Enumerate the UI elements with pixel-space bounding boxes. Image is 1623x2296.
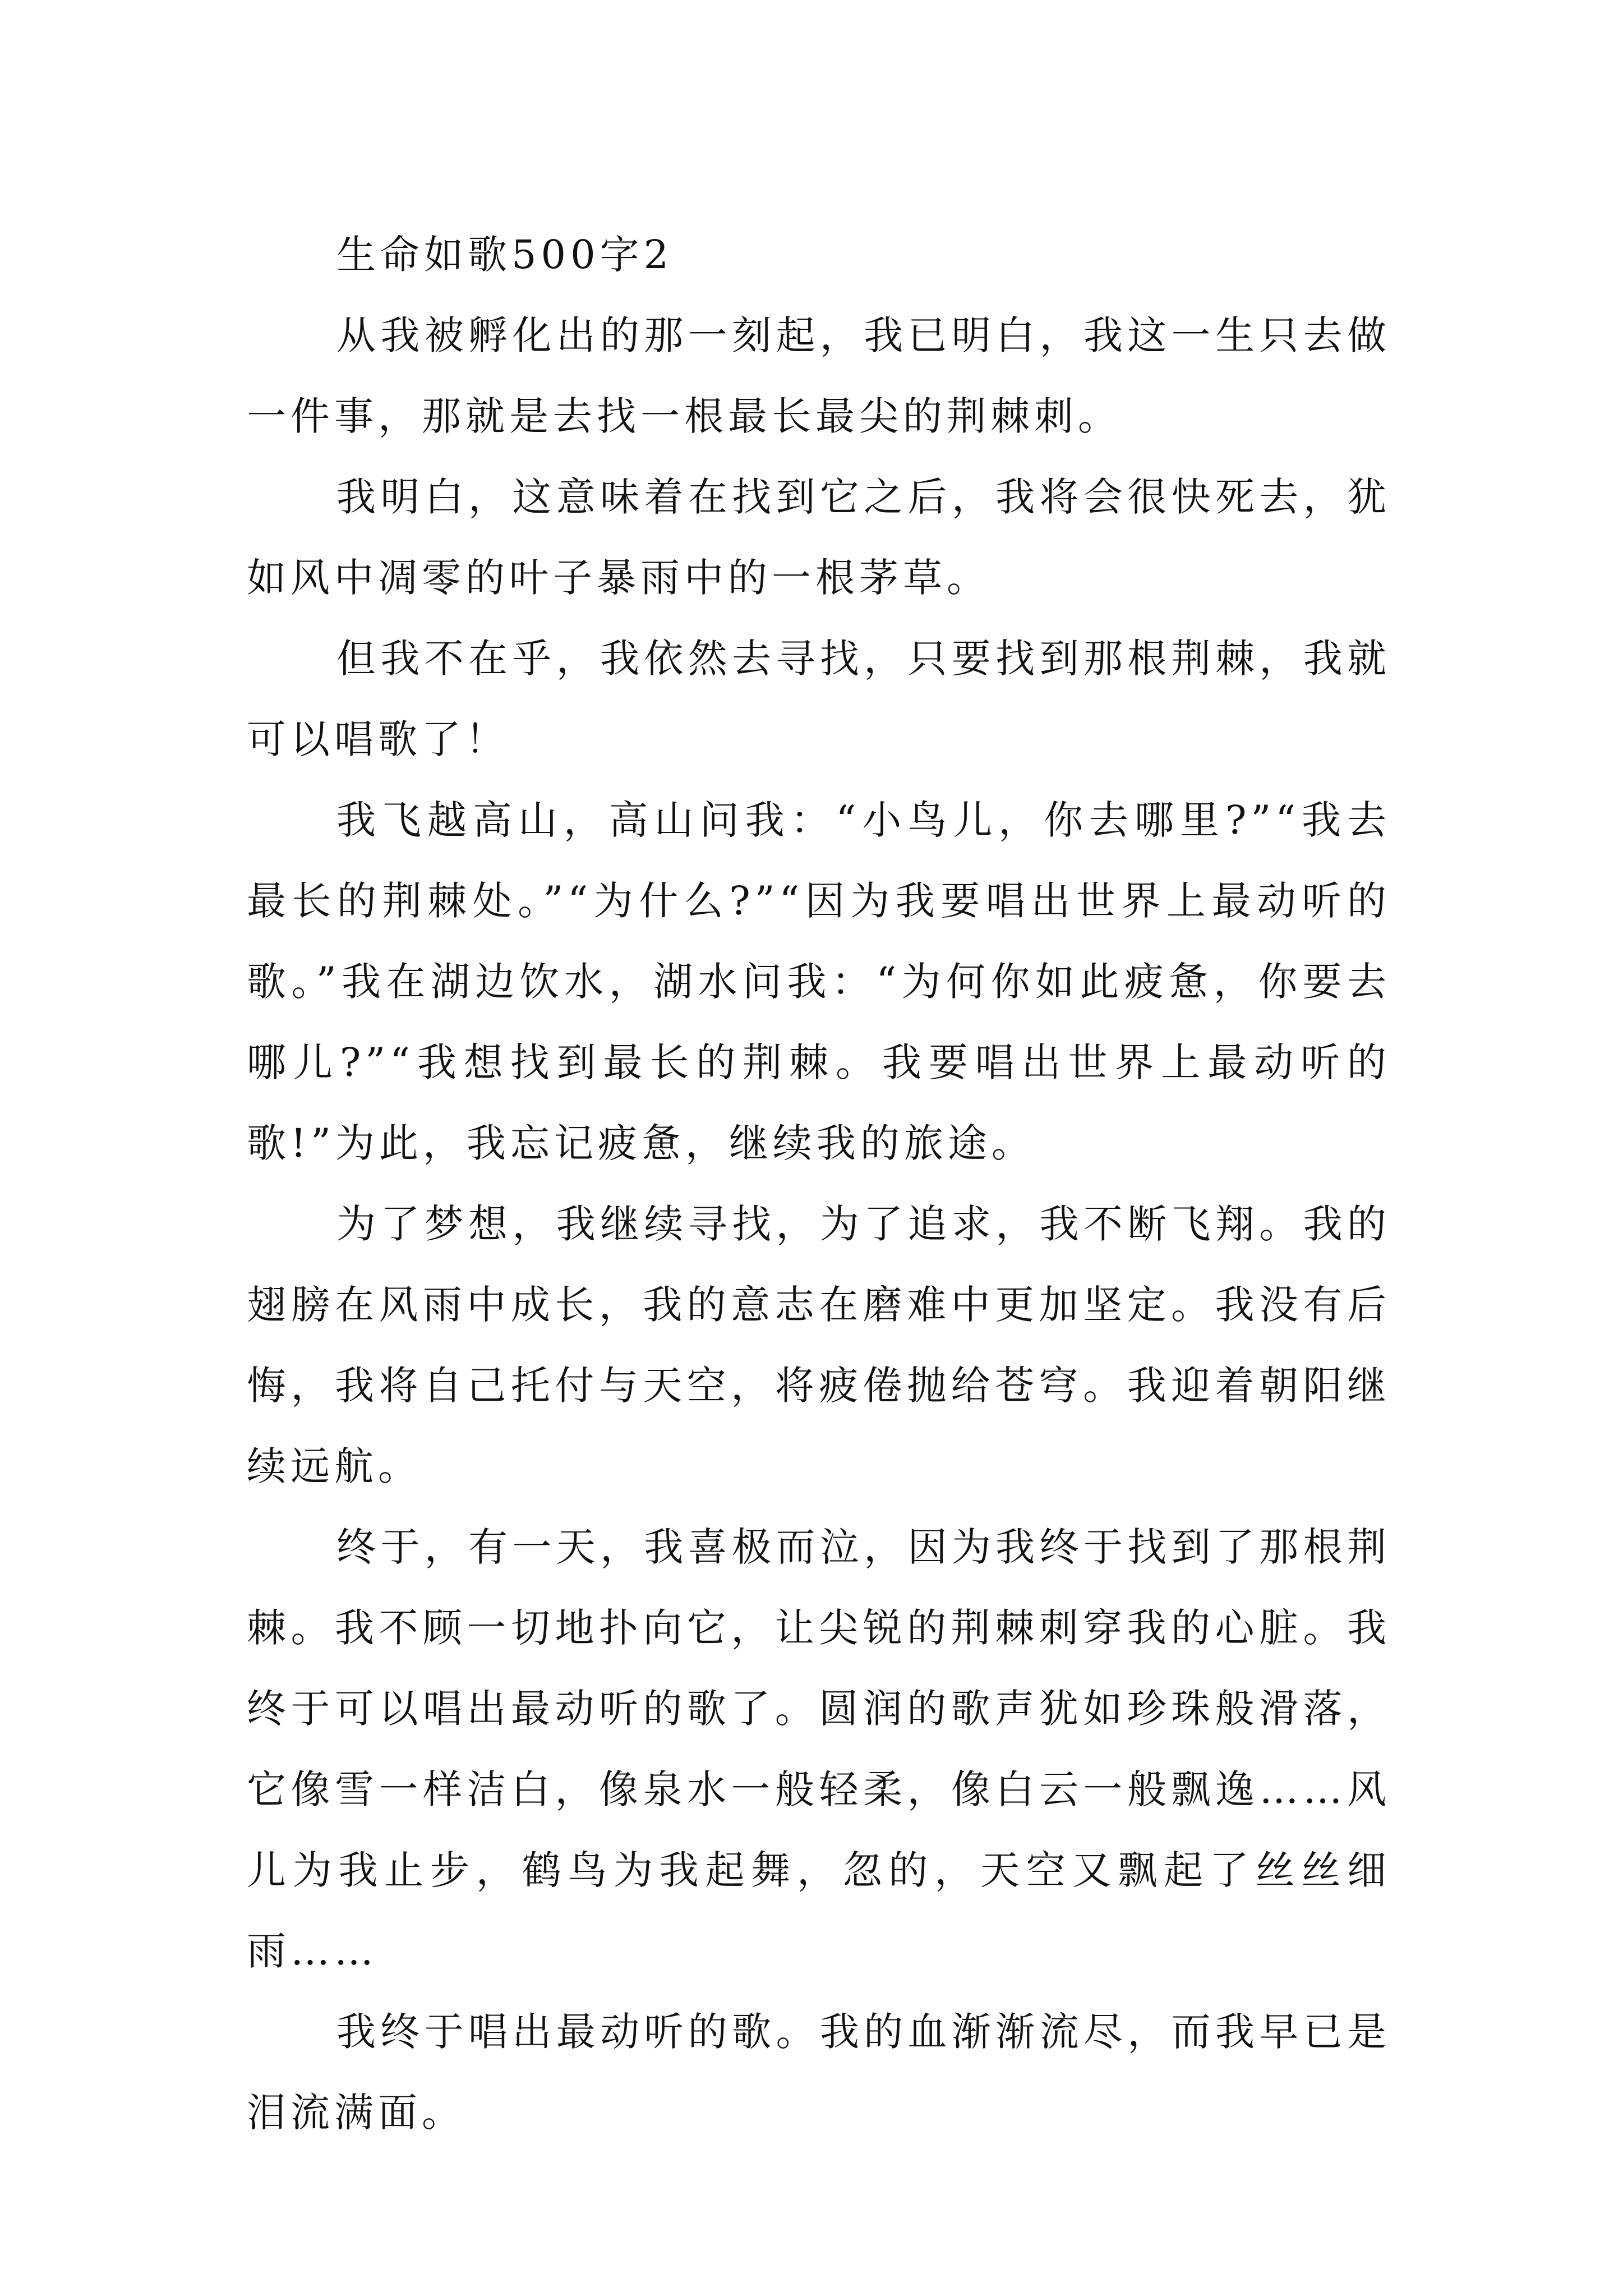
paragraph-2: 我明白，这意味着在找到它之后，我将会很快死去，犹如风中凋零的叶子暴雨中的一根茅草。 [247,474,1391,601]
paragraph-5: 为了梦想，我继续寻找，为了追求，我不断飞翔。我的翅膀在风雨中成长，我的意志在磨难中更加坚定。我没有后悔，我将自己托付与天空，将疲倦抛给苍穹。我迎着朝阳继续远航。 [247,1201,1391,1489]
paragraph-6: 终于，有一天，我喜极而泣，因为我终于找到了那根荆棘。我不顾一切地扑向它，让尖锐的荆棘刺穿我的心脏。我终于可以唱出最动听的歌了。圆润的歌声犹如珍珠般滑落，它像雪一样洁白，像泉水一般轻柔，像白云一般飘逸……风儿为我止步，鹤鸟为我起舞，忽的，天空又飘起了丝丝细雨…… [247,1524,1391,1974]
paragraph-1: 从我被孵化出的那一刻起，我已明白，我这一生只去做一件事，那就是去找一根最长最尖的荆棘刺。 [247,312,1391,439]
document-body [247,214,1391,2153]
paragraph-7: 我终于唱出最动听的歌。我的血渐渐流尽，而我早已是泪流满面。 [247,2009,1391,2136]
document-title: 生命如歌500字2 [336,232,674,278]
paragraph-4: 我飞越高山，高山问我：“小鸟儿，你去哪里?”“我去最长的荆棘处。”“为什么?”“因为我要唱出世界上最动听的歌。”我在湖边饮水，湖水问我：“为何你如此疲惫，你要去哪儿?”“我想找到最长的荆棘。我要唱出世界上最动听的歌!”为此，我忘记疲惫，继续我的旅途。 [247,797,1391,1166]
paragraph-3: 但我不在乎，我依然去寻找，只要找到那根荆棘，我就可以唱歌了！ [247,636,1391,762]
